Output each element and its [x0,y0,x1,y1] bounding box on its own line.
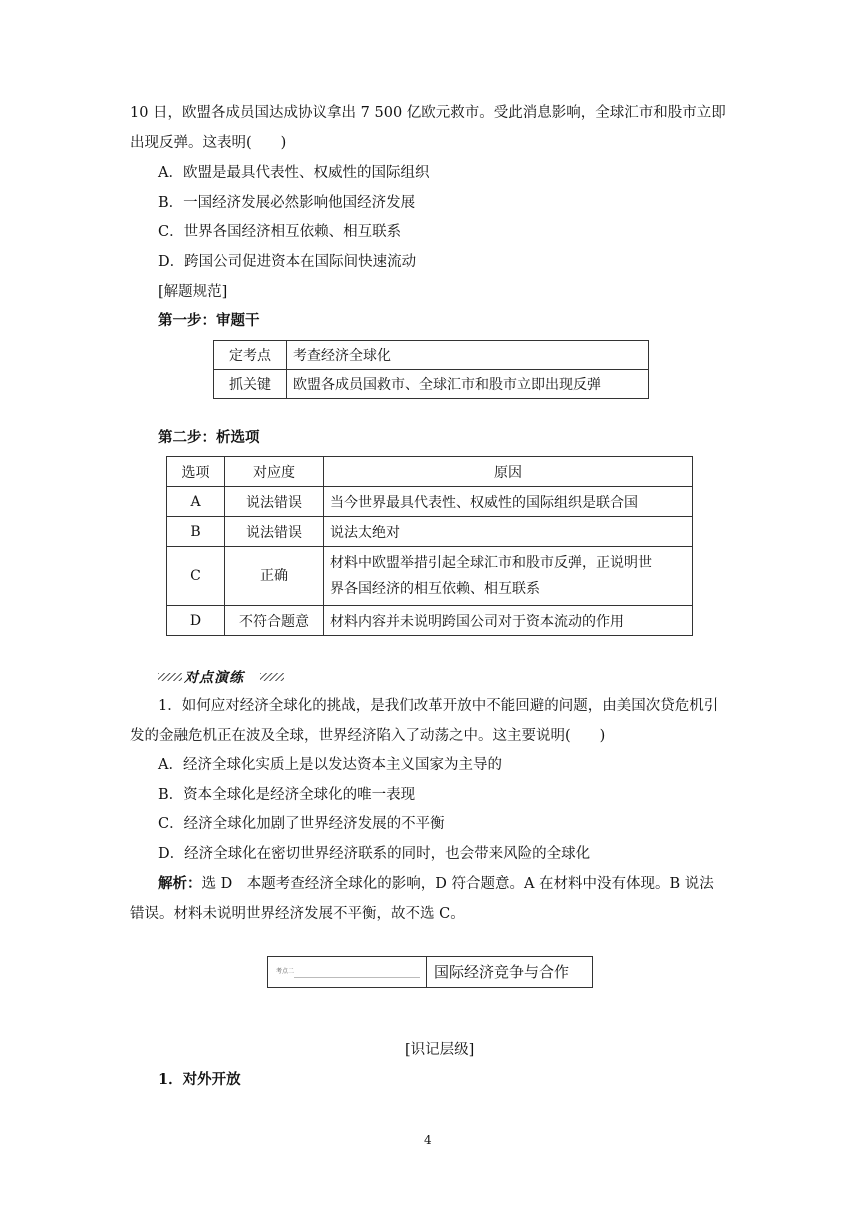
table-header: 对应度 [225,457,324,487]
reason-line: 界各国经济的相互依赖、相互联系 [330,581,540,597]
practice-q1-line-2: 发的金融危机正在波及全球，世界经济陷入了动荡之中。这主要说明( ) [130,728,606,744]
table-cell: 说法太绝对 [324,517,693,547]
table-cell: 说法错误 [225,517,324,547]
table-cell: D [167,606,225,636]
section-small-label: 考点二 [276,968,295,975]
option-d: D．跨国公司促进资本在国际间快速流动 [158,254,417,270]
option-b: B．一国经济发展必然影响他国经济发展 [158,195,416,211]
practice-option-a: A．经济全球化实质上是以发达资本主义国家为主导的 [158,757,502,773]
option-a: A．欧盟是最具代表性、权威性的国际组织 [158,165,430,181]
option-c: C．世界各国经济相互依赖、相互联系 [158,224,402,240]
table-cell: B [167,517,225,547]
banner-stripe-right [260,673,284,681]
table-cell: 不符合题意 [225,606,324,636]
section-box-left [268,957,427,987]
table-row [214,341,649,370]
analysis-text: 选 D 本题考查经济全球化的影响，D 符合题意。A 在材料中没有体现。B 说法 [201,876,714,892]
reason-line: 材料中欧盟举措引起全球汇市和股市反弹，正说明世 [330,555,652,571]
table-cell: C [167,547,225,606]
banner-label: 对点演练 [184,670,244,686]
question-line-1: 10 日，欧盟各成员国达成协议拿出 7 500 亿欧元救市。受此消息影响，全球汇市和股市立即 [130,105,726,121]
practice-option-b: B．资本全球化是经济全球化的唯一表现 [158,787,416,803]
practice-banner [158,670,286,684]
table-cell: 定考点 [214,341,287,370]
item-1: 1．对外开放 [158,1071,241,1088]
guide-label: [解题规范] [158,284,228,300]
table-cell: 当今世界最具代表性、权威性的国际组织是联合国 [324,487,693,517]
analysis-label: 解析： [158,875,202,892]
table-cell: 考查经济全球化 [287,341,649,370]
table-cell: 欧盟各成员国救市、全球汇市和股市立即出现反弹 [287,370,649,399]
table-row [167,606,693,636]
step2-table [166,456,693,636]
table-row [167,487,693,517]
table-cell: 抓关键 [214,370,287,399]
step2-title: 第二步：析选项 [158,429,260,446]
analysis-line-1 [158,874,714,894]
table-cell [324,547,693,606]
section-title: 国际经济竞争与合作 [434,963,570,981]
table-cell: A [167,487,225,517]
step1-table [213,340,649,399]
table-header: 原因 [324,457,693,487]
practice-q1-line-1: 1．如何应对经济全球化的挑战，是我们改革开放中不能回避的问题，由美国次贷危机引 [158,698,719,714]
table-cell: 说法错误 [225,487,324,517]
table-row [167,547,693,606]
table-cell: 材料内容并未说明跨国公司对于资本流动的作用 [324,606,693,636]
analysis-line-2: 错误。材料未说明世界经济发展不平衡，故不选 C。 [130,906,465,922]
section-rule [294,977,420,978]
practice-option-c: C．经济全球化加剧了世界经济发展的不平衡 [158,816,445,832]
section-box [267,956,593,988]
banner-stripe-left [158,673,182,681]
table-header: 选项 [167,457,225,487]
table-header-row [167,457,693,487]
table-row [167,517,693,547]
step1-title: 第一步：审题干 [158,312,260,329]
practice-option-d: D．经济全球化在密切世界经济联系的同时，也会带来风险的全球化 [158,846,591,862]
page-number: 4 [424,1133,432,1147]
table-cell: 正确 [225,547,324,606]
question-line-2: 出现反弹。这表明( ) [130,135,287,151]
level-label: [识记层级] [405,1042,475,1058]
table-row [214,370,649,399]
